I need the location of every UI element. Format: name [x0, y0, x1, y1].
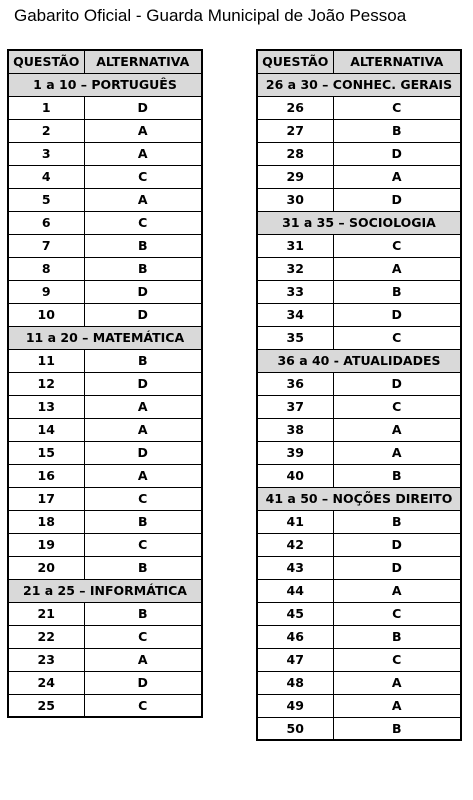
question-number: 9	[8, 280, 84, 303]
answer-letter: D	[333, 142, 461, 165]
answer-letter: B	[84, 349, 202, 372]
question-number: 35	[257, 326, 333, 349]
question-number: 46	[257, 625, 333, 648]
question-number: 28	[257, 142, 333, 165]
answer-letter: B	[333, 119, 461, 142]
answer-letter: D	[333, 303, 461, 326]
question-number: 6	[8, 211, 84, 234]
question-number: 13	[8, 395, 84, 418]
table-row	[8, 303, 202, 326]
table-row	[257, 556, 461, 579]
table-row	[8, 510, 202, 533]
question-number: 29	[257, 165, 333, 188]
question-number: 24	[8, 671, 84, 694]
table-row	[8, 372, 202, 395]
column-header-answer: ALTERNATIVA	[84, 50, 202, 73]
header-row	[257, 50, 461, 73]
answer-letter: A	[333, 165, 461, 188]
answer-letter: C	[333, 96, 461, 119]
answer-letter: B	[333, 280, 461, 303]
answer-letter: A	[84, 464, 202, 487]
answer-table-left	[7, 49, 203, 718]
answer-letter: D	[84, 441, 202, 464]
table-row	[8, 464, 202, 487]
table-row	[8, 694, 202, 717]
question-number: 43	[257, 556, 333, 579]
answer-letter: A	[84, 648, 202, 671]
table-row	[8, 142, 202, 165]
section-title: 36 a 40 - ATUALIDADES	[257, 349, 461, 372]
answer-letter: A	[333, 671, 461, 694]
question-number: 20	[8, 556, 84, 579]
answer-letter: D	[84, 303, 202, 326]
section-title: 41 a 50 – NOÇÕES DIREITO	[257, 487, 461, 510]
answer-letter: B	[84, 556, 202, 579]
table-row	[257, 441, 461, 464]
table-row	[8, 349, 202, 372]
answer-letter: A	[84, 418, 202, 441]
question-number: 42	[257, 533, 333, 556]
header-row	[8, 50, 202, 73]
table-row	[257, 510, 461, 533]
question-number: 27	[257, 119, 333, 142]
table-row	[8, 625, 202, 648]
section-header-row	[8, 73, 202, 96]
question-number: 21	[8, 602, 84, 625]
answer-letter: C	[84, 625, 202, 648]
table-row	[257, 326, 461, 349]
section-header-row	[257, 349, 461, 372]
question-number: 1	[8, 96, 84, 119]
answer-letter: B	[333, 464, 461, 487]
table-row	[257, 372, 461, 395]
table-row	[8, 441, 202, 464]
answer-letter: D	[333, 372, 461, 395]
page-title: Gabarito Oficial - Guarda Municipal de João Pessoa	[14, 6, 407, 25]
answer-letter: D	[84, 96, 202, 119]
question-number: 23	[8, 648, 84, 671]
table-row	[257, 119, 461, 142]
section-header-row	[257, 73, 461, 96]
answer-letter: A	[333, 579, 461, 602]
question-number: 3	[8, 142, 84, 165]
question-number: 16	[8, 464, 84, 487]
question-number: 12	[8, 372, 84, 395]
table-row	[257, 717, 461, 740]
table-row	[8, 280, 202, 303]
section-title: 21 a 25 – INFORMÁTICA	[8, 579, 202, 602]
table-row	[8, 257, 202, 280]
answer-letter: B	[333, 625, 461, 648]
question-number: 10	[8, 303, 84, 326]
table-row	[257, 464, 461, 487]
question-number: 26	[257, 96, 333, 119]
table-row	[257, 533, 461, 556]
answer-letter: D	[84, 372, 202, 395]
table-row	[257, 602, 461, 625]
answer-letter: C	[84, 165, 202, 188]
table-row	[8, 648, 202, 671]
table-row	[257, 234, 461, 257]
answer-letter: B	[333, 717, 461, 740]
question-number: 47	[257, 648, 333, 671]
table-row	[8, 119, 202, 142]
table-row	[8, 188, 202, 211]
table-row	[8, 211, 202, 234]
question-number: 45	[257, 602, 333, 625]
question-number: 2	[8, 119, 84, 142]
question-number: 41	[257, 510, 333, 533]
table-row	[257, 280, 461, 303]
section-title: 26 a 30 – CONHEC. GERAIS	[257, 73, 461, 96]
answer-letter: A	[333, 694, 461, 717]
answer-letter: A	[333, 257, 461, 280]
question-number: 49	[257, 694, 333, 717]
table-row	[8, 533, 202, 556]
answer-letter: D	[84, 280, 202, 303]
question-number: 7	[8, 234, 84, 257]
question-number: 25	[8, 694, 84, 717]
question-number: 33	[257, 280, 333, 303]
section-header-row	[257, 211, 461, 234]
answer-letter: A	[333, 441, 461, 464]
answer-letter: D	[333, 188, 461, 211]
answer-letter: A	[84, 395, 202, 418]
table-row	[257, 671, 461, 694]
table-row	[257, 96, 461, 119]
answer-letter: D	[333, 533, 461, 556]
section-title: 11 a 20 – MATEMÁTICA	[8, 326, 202, 349]
answer-letter: C	[333, 395, 461, 418]
answer-letter: C	[333, 648, 461, 671]
table-row	[257, 165, 461, 188]
answer-letter: A	[84, 142, 202, 165]
answer-letter: B	[84, 510, 202, 533]
answer-letter: C	[333, 234, 461, 257]
table-row	[8, 556, 202, 579]
section-header-row	[8, 326, 202, 349]
table-row	[257, 142, 461, 165]
question-number: 14	[8, 418, 84, 441]
question-number: 39	[257, 441, 333, 464]
answer-letter: C	[333, 602, 461, 625]
question-number: 32	[257, 257, 333, 280]
question-number: 4	[8, 165, 84, 188]
question-number: 36	[257, 372, 333, 395]
answer-table-right	[256, 49, 462, 741]
table-row	[257, 418, 461, 441]
column-header-question: QUESTÃO	[257, 50, 333, 73]
answer-letter: A	[84, 119, 202, 142]
column-header-question: QUESTÃO	[8, 50, 84, 73]
question-number: 17	[8, 487, 84, 510]
answer-letter: D	[84, 671, 202, 694]
section-header-row	[257, 487, 461, 510]
question-number: 38	[257, 418, 333, 441]
answer-letter: B	[333, 510, 461, 533]
table-row	[257, 395, 461, 418]
table-row	[8, 418, 202, 441]
question-number: 19	[8, 533, 84, 556]
question-number: 31	[257, 234, 333, 257]
question-number: 18	[8, 510, 84, 533]
question-number: 44	[257, 579, 333, 602]
answer-letter: C	[84, 533, 202, 556]
question-number: 37	[257, 395, 333, 418]
table-row	[257, 625, 461, 648]
question-number: 15	[8, 441, 84, 464]
table-row	[257, 188, 461, 211]
question-number: 11	[8, 349, 84, 372]
table-row	[257, 694, 461, 717]
answer-letter: D	[333, 556, 461, 579]
answer-letter: B	[84, 602, 202, 625]
section-title: 31 a 35 – SOCIOLOGIA	[257, 211, 461, 234]
table-row	[8, 96, 202, 119]
table-row	[257, 648, 461, 671]
question-number: 34	[257, 303, 333, 326]
table-row	[8, 602, 202, 625]
answer-letter: B	[84, 257, 202, 280]
table-row	[257, 579, 461, 602]
question-number: 50	[257, 717, 333, 740]
section-title: 1 a 10 – PORTUGUÊS	[8, 73, 202, 96]
table-row	[8, 165, 202, 188]
table-row	[257, 303, 461, 326]
answer-letter: C	[333, 326, 461, 349]
table-row	[8, 234, 202, 257]
question-number: 5	[8, 188, 84, 211]
question-number: 30	[257, 188, 333, 211]
answer-letter: B	[84, 234, 202, 257]
section-header-row	[8, 579, 202, 602]
column-header-answer: ALTERNATIVA	[333, 50, 461, 73]
answer-letter: A	[84, 188, 202, 211]
question-number: 8	[8, 257, 84, 280]
answer-letter: A	[333, 418, 461, 441]
answer-letter: C	[84, 487, 202, 510]
question-number: 40	[257, 464, 333, 487]
table-row	[8, 671, 202, 694]
question-number: 22	[8, 625, 84, 648]
table-row	[257, 257, 461, 280]
answer-letter: C	[84, 694, 202, 717]
answer-letter: C	[84, 211, 202, 234]
question-number: 48	[257, 671, 333, 694]
table-row	[8, 487, 202, 510]
table-row	[8, 395, 202, 418]
